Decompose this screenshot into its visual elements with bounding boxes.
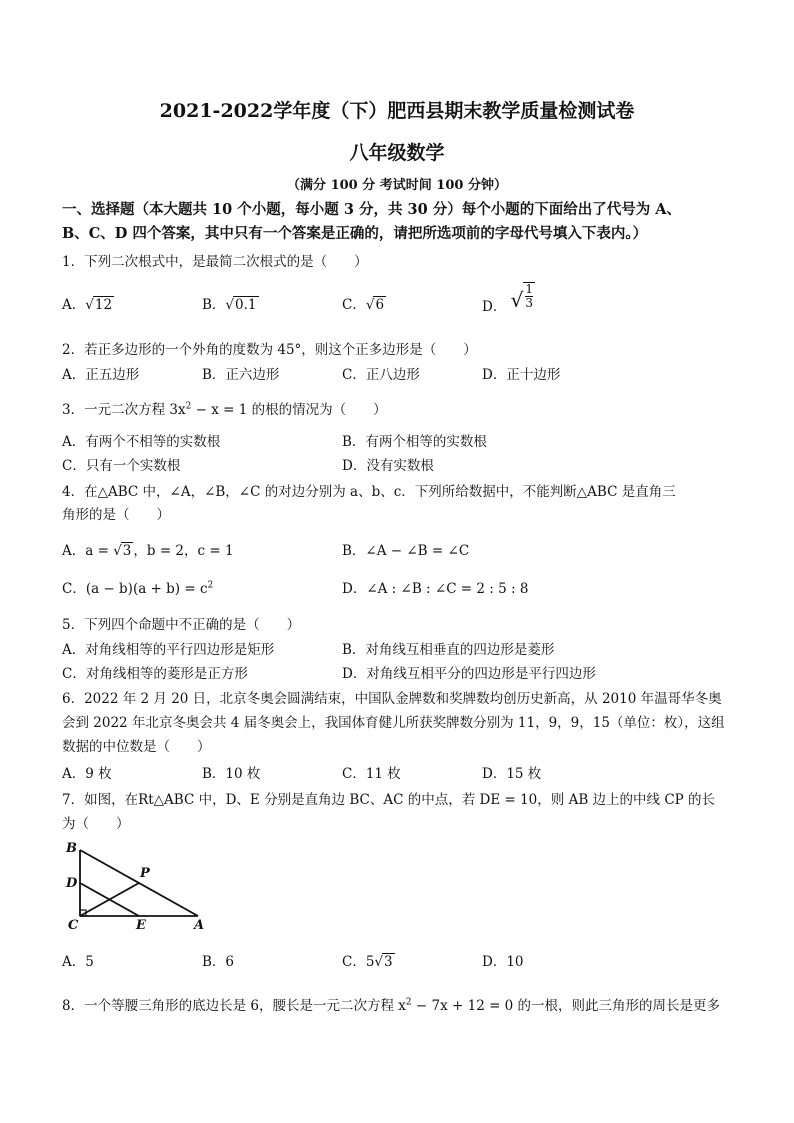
exam-subject: 八年级数学 bbox=[349, 142, 445, 164]
q5-stem: 5．下列四个命题中不正确的是（ ） bbox=[62, 617, 301, 633]
q2-option-d: D．正十边形 bbox=[482, 367, 561, 383]
q1-option-a: A．√12 bbox=[62, 297, 113, 313]
label-c: C bbox=[68, 918, 79, 930]
q4-stem-line1: 4．在△ABC 中，∠A，∠B，∠C 的对边分别为 a、b、c．下列所给数据中，不能判断△ABC 是直角三 bbox=[62, 484, 676, 500]
q7-option-b: B．6 bbox=[202, 954, 235, 970]
q3-option-c: C．只有一个实数根 bbox=[62, 458, 181, 474]
q2-option-a: A．正五边形 bbox=[62, 367, 140, 383]
q7-line1: 7．如图，在Rt△ABC 中，D、E 分别是直角边 BC、AC 的中点，若 DE = 10，则 AB 边上的中线 CP 的长 bbox=[62, 792, 716, 808]
q1-stem: 1．下列二次根式中，是最简二次根式的是（ ） bbox=[62, 254, 368, 270]
q4-option-c: C．$(a - b)(a + b) = c^2$ bbox=[62, 580, 214, 597]
exam-title: 2021-2022学年度（下）肥西县期末教学质量检测试卷 bbox=[159, 100, 635, 122]
q2-option-b: B．正六边形 bbox=[202, 367, 280, 383]
q1-option-c: C．√6 bbox=[342, 297, 385, 313]
q6-line1: 6．2022 年 2 月 20 日，北京冬奥会圆满结束，中国队金牌数和奖牌数均创历史新高，从 2010 年温哥华冬奥 bbox=[62, 691, 722, 707]
q1-option-d: D． √ $\frac{1}{3}$ bbox=[482, 282, 534, 315]
q8-line1: 8．一个等腰三角形的底边长是 6，腰长是一元二次方程 $x^2 - 7x + 12 = 0$ 的一根，则此三角形的周长是更多 bbox=[62, 997, 721, 1014]
q3-option-a: A．有两个不相等的实数根 bbox=[62, 434, 221, 450]
q7-option-d: D．10 bbox=[482, 954, 524, 970]
q6-option-d: D．15 枚 bbox=[482, 766, 542, 782]
q7-option-a: A．5 bbox=[62, 954, 94, 970]
q1-d-denominator: 3 bbox=[525, 296, 534, 310]
q4-option-b: B．∠A − ∠B = ∠C bbox=[342, 543, 470, 559]
q7-triangle-figure bbox=[62, 838, 212, 930]
q5-option-d: D．对角线互相平分的四边形是平行四边形 bbox=[342, 666, 596, 682]
label-p: P bbox=[140, 866, 150, 881]
label-d: D bbox=[66, 876, 78, 891]
q4-stem-line2: 角形的是（ ） bbox=[62, 507, 170, 523]
q2-stem: 2．若正多边形的一个外角的度数为 45°，则这个正多边形是（ ） bbox=[62, 342, 477, 358]
q6-option-a: A．9 枚 bbox=[62, 766, 112, 782]
q3-option-b: B．有两个相等的实数根 bbox=[342, 434, 487, 450]
q6-option-b: B．10 枚 bbox=[202, 766, 261, 782]
section-heading-line1: 一、选择题（本大题共 10 个小题，每小题 3 分，共 30 分）每个小题的下面给出了代号为 A、 bbox=[62, 201, 682, 218]
q7-line2: 为（ ） bbox=[62, 816, 130, 832]
section-heading-line2: B、C、D 四个答案，其中只有一个答案是正确的，请把所选项前的字母代号填入下表内。） bbox=[62, 225, 648, 242]
q7-option-c: C．5√3 bbox=[342, 954, 393, 970]
q4-option-d: D．∠A : ∠B : ∠C = 2 : 5 : 8 bbox=[342, 581, 529, 597]
exam-info: （满分 100 分 考试时间 100 分钟） bbox=[287, 178, 507, 193]
q2-option-c: C．正八边形 bbox=[342, 367, 420, 383]
q6-line2: 会到 2022 年北京冬奥会共 4 届冬奥会上，我国体育健儿所获奖牌数分别为 11，9，9，15（单位：枚），这组 bbox=[62, 715, 725, 731]
q6-line3: 数据的中位数是（ ） bbox=[62, 739, 211, 755]
q1-d-numerator: 1 bbox=[525, 282, 534, 296]
q5-option-a: A．对角线相等的平行四边形是矩形 bbox=[62, 642, 275, 658]
label-a: A bbox=[194, 918, 205, 930]
q3-stem: 3．一元二次方程 $3x^2 - x = 1$ 的根的情况为（ ） bbox=[62, 401, 387, 418]
q3-option-d: D．没有实数根 bbox=[342, 458, 434, 474]
q6-option-c: C．11 枚 bbox=[342, 766, 401, 782]
label-b: B bbox=[66, 841, 77, 856]
label-e: E bbox=[136, 918, 146, 930]
q4-option-a: A．a = √3 ，b = 2，c = 1 bbox=[62, 543, 234, 559]
q5-option-c: C．对角线相等的菱形是正方形 bbox=[62, 666, 248, 682]
q5-option-b: B．对角线互相垂直的四边形是菱形 bbox=[342, 642, 555, 658]
q1-option-b: B．√0.1 bbox=[202, 297, 257, 313]
